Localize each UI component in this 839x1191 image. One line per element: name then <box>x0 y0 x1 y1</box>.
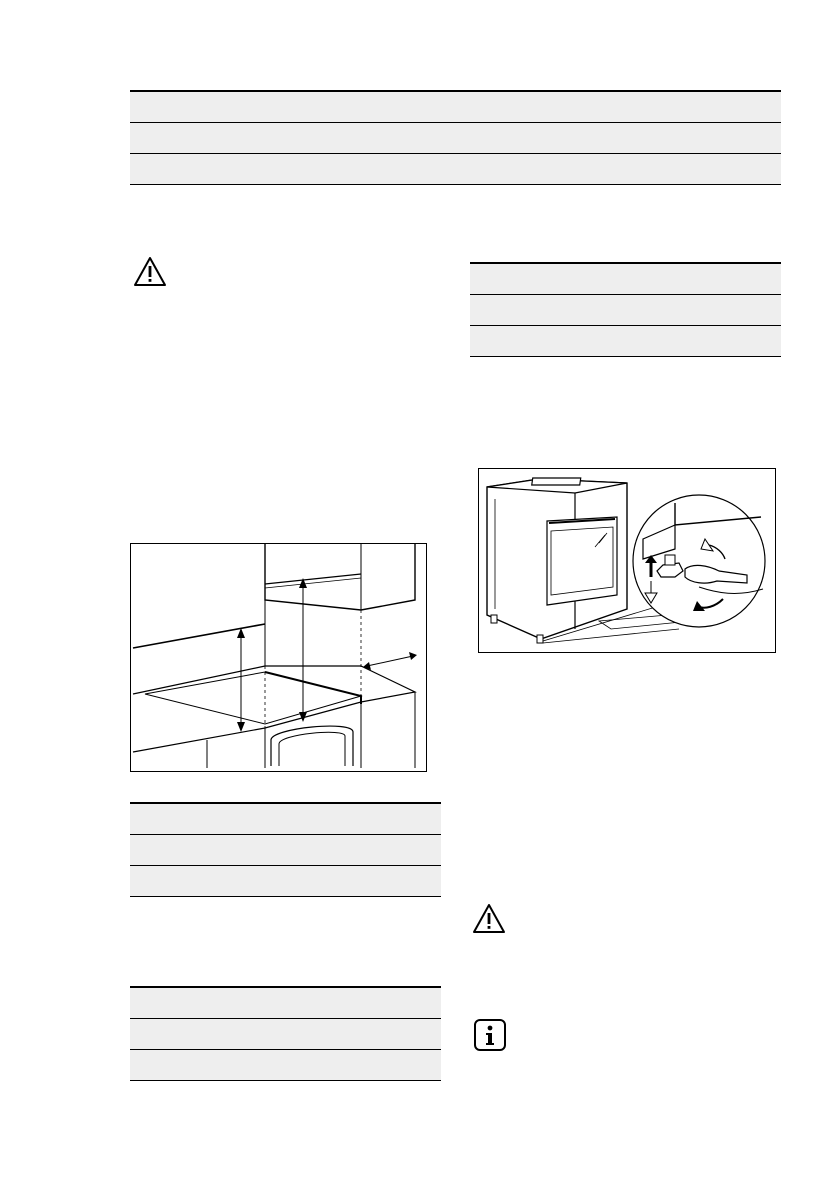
table-row <box>130 835 441 866</box>
table-row <box>130 154 781 185</box>
table-row <box>130 804 441 835</box>
table-row <box>130 1050 441 1081</box>
table-row <box>470 295 781 326</box>
warning-triangle-icon <box>133 256 167 288</box>
table-row <box>130 92 781 123</box>
left-bottom-table <box>130 986 441 1081</box>
right-small-table <box>470 262 781 357</box>
warning-triangle-icon <box>472 903 506 935</box>
table-row <box>130 988 441 1019</box>
info-icon <box>473 1018 507 1052</box>
installation-dimensions-illustration <box>130 543 427 772</box>
table-row <box>130 123 781 154</box>
cooker-leveling-illustration <box>478 468 776 653</box>
table-row <box>470 264 781 295</box>
table-row <box>130 866 441 897</box>
table-row <box>130 1019 441 1050</box>
left-mid-table <box>130 802 441 897</box>
top-table <box>130 90 781 185</box>
table-row <box>470 326 781 357</box>
